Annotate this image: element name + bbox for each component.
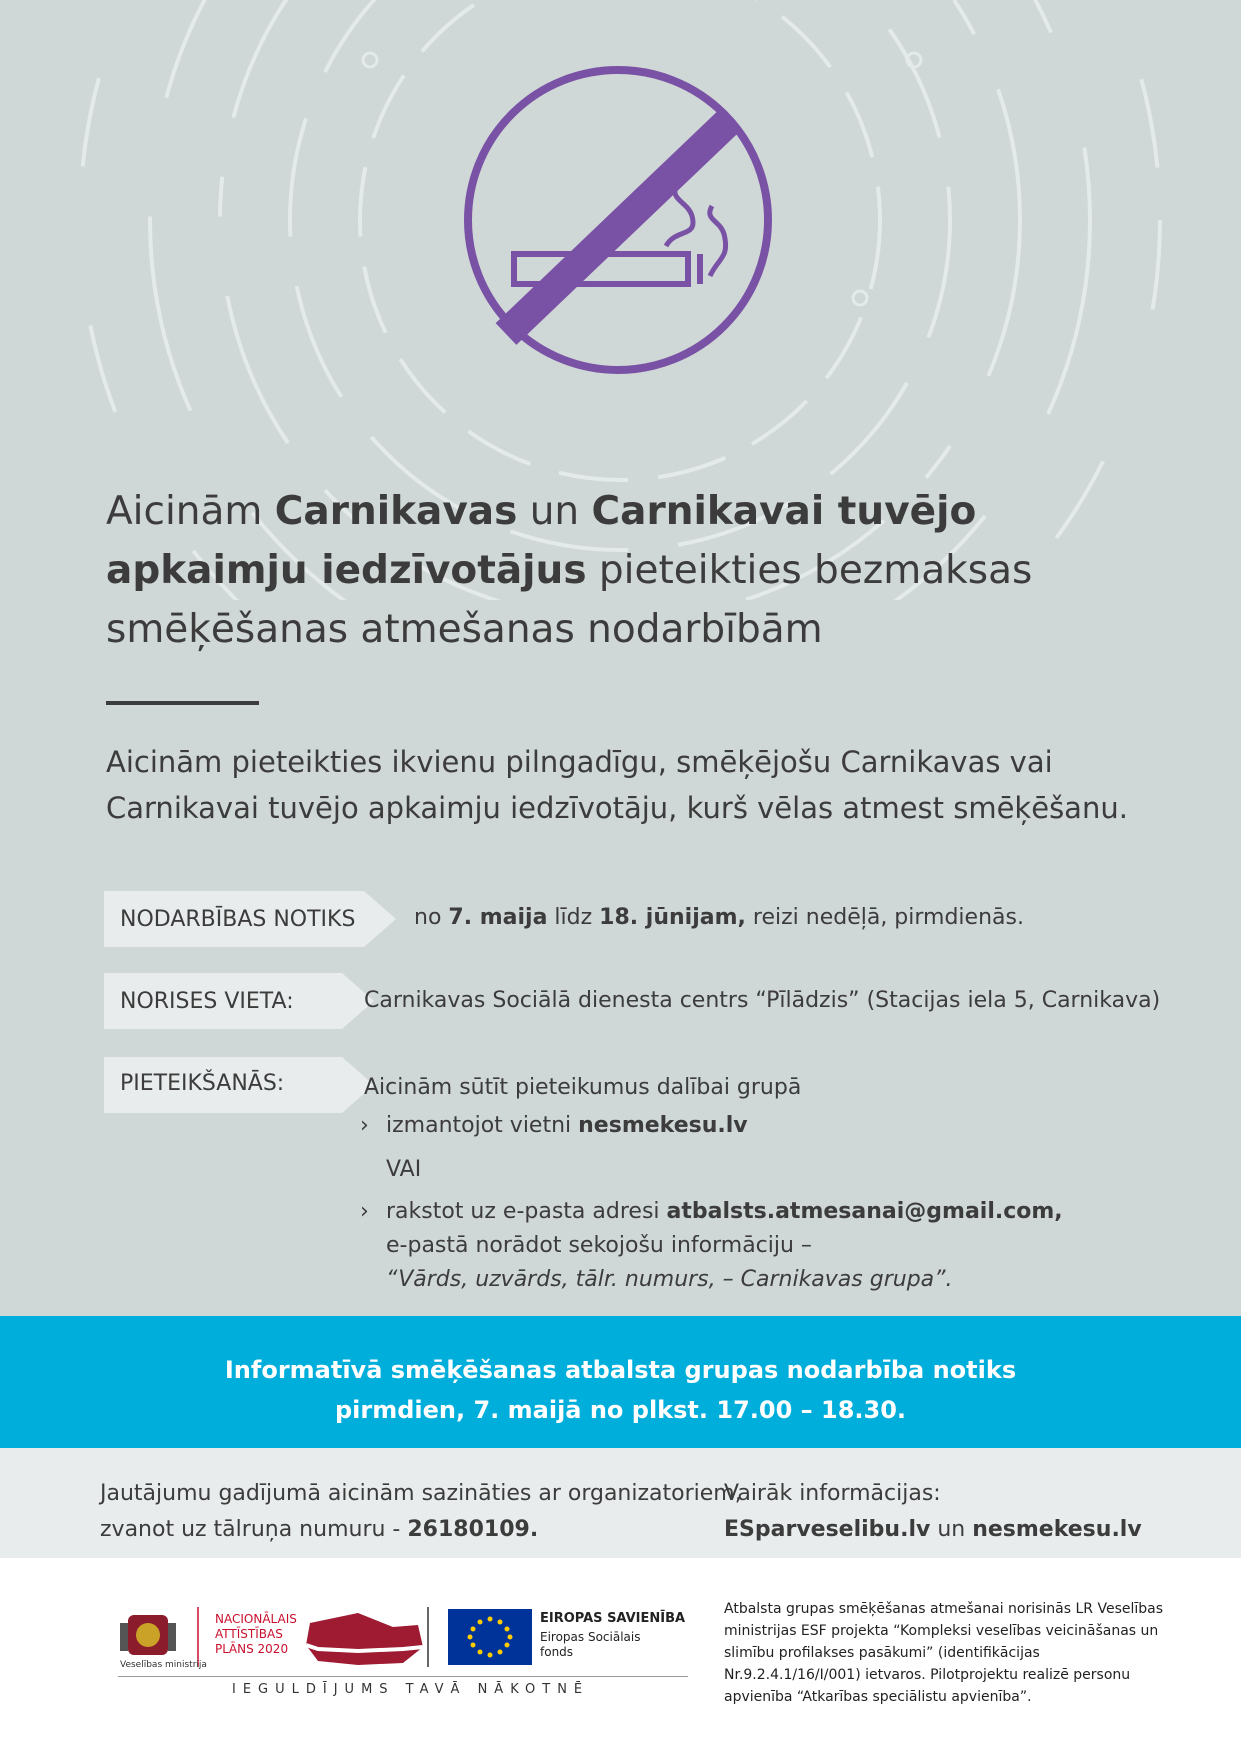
signup-option-website: izmantojot vietni nesmekesu.lv xyxy=(386,1113,748,1138)
more-info: Vairāk informācijas: ESparveselibu.lv un nesmekesu.lv xyxy=(724,1481,1142,1542)
schedule-label: NODARBĪBAS NOTIKS xyxy=(104,891,364,947)
slogan-divider xyxy=(118,1676,688,1677)
signup-label: PIETEIKŠANĀS: xyxy=(104,1057,342,1113)
chevron-right-icon: › xyxy=(360,1113,369,1138)
slogan: IEGULDĪJUMS TAVĀ NĀKOTNĒ xyxy=(232,1682,590,1697)
location-label: NORISES VIETA: xyxy=(104,973,342,1029)
signup-intro: Aicinām sūtīt pieteikumus dalībai grupā xyxy=(364,1075,802,1100)
info-banner xyxy=(0,1316,1241,1448)
contact-section xyxy=(0,1448,1241,1558)
email-instructions: e-pastā norādot sekojošu informāciju – xyxy=(386,1233,812,1258)
eu-title: EIROPAS SAVIENĪBA xyxy=(540,1611,686,1626)
esparveselibu-link[interactable]: ESparveselibu.lv xyxy=(724,1517,931,1542)
or-text: VAI xyxy=(386,1157,422,1182)
signup-option-email: rakstot uz e-pasta adresi atbalsts.atmesanai@gmail.com, xyxy=(386,1199,1063,1224)
nap-label: NACIONĀLAIS ATTĪSTĪBAS PLĀNS 2020 xyxy=(215,1612,297,1656)
intro-text: Aicinām pieteikties ikvienu pilngadīgu, smēķējošu Carnikavas vai Carnikavai tuvējo apkaimju iedzīvotāju, kurš vēlas atmest smēķēšanu. xyxy=(106,745,1128,825)
headline: Aicinām Carnikavas un Carnikavai tuvējo apkaimju iedzīvotājus pieteikties bezmaksas smēķēšanas atmešanas nodarbībām xyxy=(106,489,1033,652)
ministry-label: Veselības ministrija xyxy=(120,1660,207,1670)
nesmekesu-link[interactable]: nesmekesu.lv xyxy=(972,1517,1142,1542)
banner-line-1: Informatīvā smēķēšanas atbalsta grupas nodarbība notiks xyxy=(224,1356,1017,1384)
no-smoking-icon xyxy=(448,38,788,428)
contact-info: Jautājumu gadījumā aicinām sazināties ar organizatoriem, zvanot uz tālruņa numuru - 26180109. xyxy=(100,1481,742,1542)
banner-line-2: pirmdien, 7. maijā no plkst. 17.00 – 18.30. xyxy=(334,1396,907,1424)
footer-note: Atbalsta grupas smēķēšanas atmešanai norisinās LR Veselības ministrijas ESF projekta “Kompleksi veselības veicināšanas un slimību profilakses pasākumi” (identifikācijas Nr.9.2.4.1/16/I/001) ietvaros. Pilotprojektu realizē personu apvienība “Atkarības speciālistu apvienība”. xyxy=(724,1601,1164,1705)
website-link[interactable]: nesmekesu.lv xyxy=(578,1113,748,1138)
chevron-right-icon: › xyxy=(360,1199,369,1224)
email-format: “Vārds, uzvārds, tālr. numurs, – Carnikavas grupa”. xyxy=(386,1267,953,1292)
eu-flag-icon xyxy=(448,1609,532,1665)
coat-of-arms-icon xyxy=(120,1615,176,1655)
divider xyxy=(106,701,259,705)
schedule-text: no 7. maija līdz 18. jūnijam, reizi nedēļā, pirmdienās. xyxy=(414,905,1024,930)
eu-subtitle: Eiropas Sociālais fonds xyxy=(540,1630,641,1659)
phone-number[interactable]: 26180109. xyxy=(407,1517,539,1542)
latvia-map-icon xyxy=(306,1613,423,1665)
location-text: Carnikavas Sociālā dienesta centrs “Pīlādzis” (Stacijas iela 5, Carnikava) xyxy=(364,988,1161,1013)
email-link[interactable]: atbalsts.atmesanai@gmail.com, xyxy=(666,1199,1063,1224)
